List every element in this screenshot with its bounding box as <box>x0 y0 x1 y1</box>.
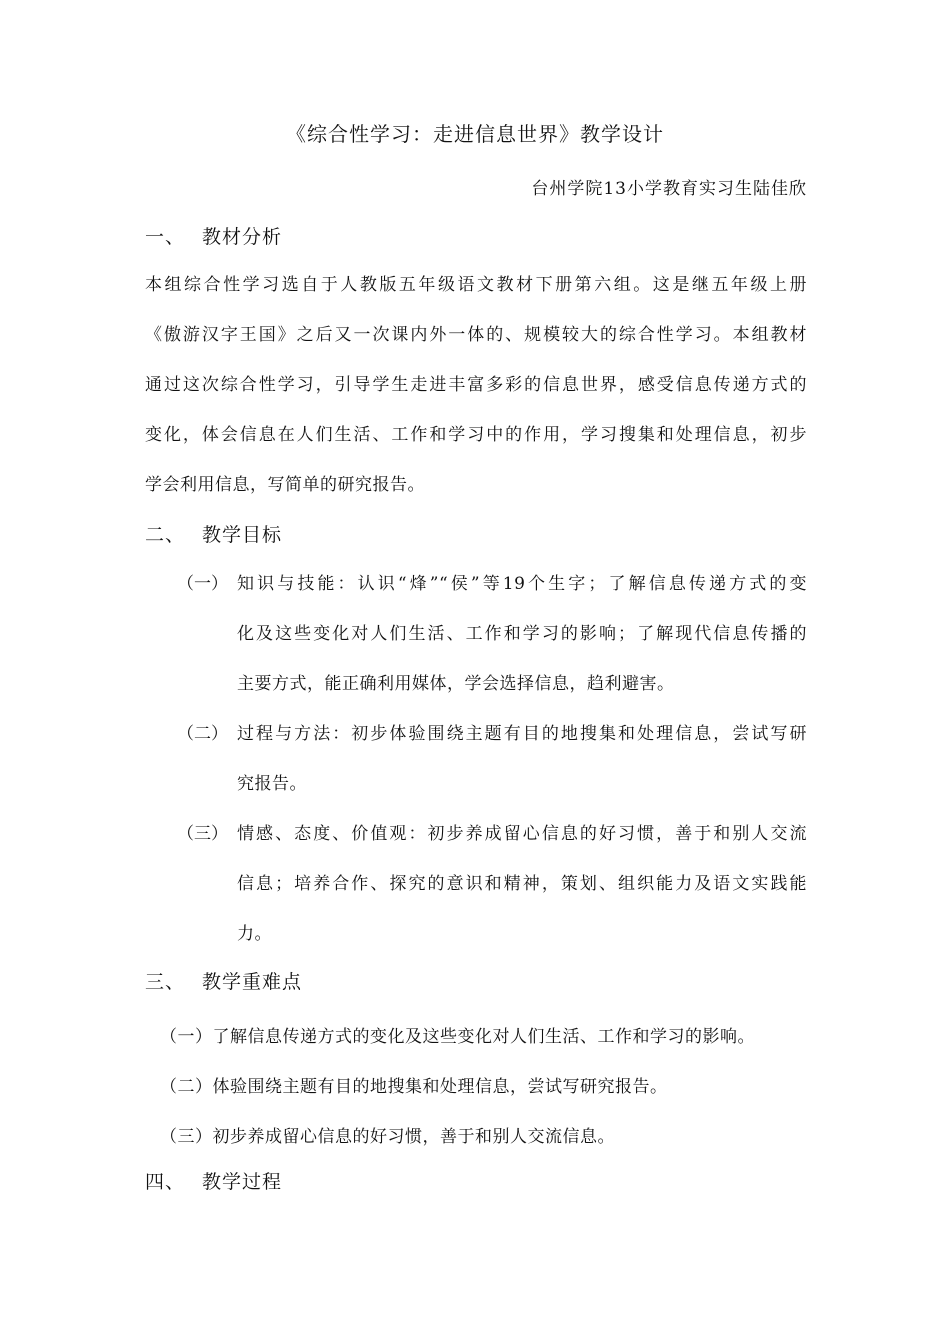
section-label: 教学过程 <box>202 1171 283 1193</box>
objective-marker: （三） <box>177 824 228 844</box>
paragraph-line: 变化，体会信息在人们生活、工作和学习中的作用，学习搜集和处理信息，初步 <box>145 425 807 445</box>
objective-line: 知识与技能：认识“烽”“侯”等19个生字；了解信息传递方式的变 <box>237 574 807 594</box>
section-label: 教学目标 <box>202 524 283 546</box>
key-point-1: （一）了解信息传递方式的变化及这些变化对人们生活、工作和学习的影响。 <box>160 1027 755 1047</box>
paragraph-line: 通过这次综合性学习，引导学生走进丰富多彩的信息世界，感受信息传递方式的 <box>145 375 807 395</box>
document-title: 《综合性学习：走进信息世界》教学设计 <box>286 122 664 146</box>
objective-item-1 <box>177 559 807 709</box>
objective-line: 究报告。 <box>237 774 307 794</box>
section-label: 教材分析 <box>202 226 283 248</box>
section-number: 一、 <box>145 226 186 248</box>
objective-line: 情感、态度、价值观：初步养成留心信息的好习惯，善于和别人交流 <box>237 824 807 844</box>
key-point-2: （二）体验围绕主题有目的地搜集和处理信息，尝试写研究报告。 <box>160 1077 668 1097</box>
section-heading-process <box>145 1167 282 1194</box>
section-heading-analysis <box>145 222 282 249</box>
section-number: 四、 <box>145 1171 186 1193</box>
paragraph-line: 本组综合性学习选自于人教版五年级语文教材下册第六组。这是继五年级上册 <box>145 275 807 295</box>
section-label: 教学重难点 <box>202 971 303 993</box>
objective-marker: （一） <box>177 574 228 594</box>
objective-line: 力。 <box>237 924 272 944</box>
section-heading-key-points <box>145 967 302 994</box>
objective-line: 化及这些变化对人们生活、工作和学习的影响；了解现代信息传播的 <box>237 624 807 644</box>
objective-line: 信息；培养合作、探究的意识和精神，策划、组织能力及语文实践能 <box>237 874 807 894</box>
objective-item-3 <box>177 809 807 959</box>
section-heading-objectives <box>145 520 282 547</box>
author-line: 台州学院13小学教育实习生陆佳欣 <box>531 179 807 199</box>
paragraph-line: 《傲游汉字王国》之后又一次课内外一体的、规模较大的综合性学习。本组教材 <box>145 325 807 345</box>
section-number: 三、 <box>145 971 186 993</box>
analysis-paragraph <box>145 260 807 510</box>
objective-line: 主要方式，能正确利用媒体，学会选择信息，趋利避害。 <box>237 674 675 694</box>
key-point-3: （三）初步养成留心信息的好习惯，善于和别人交流信息。 <box>160 1127 615 1147</box>
section-number: 二、 <box>145 524 186 546</box>
objective-item-2 <box>177 709 807 809</box>
paragraph-line: 学会利用信息，写简单的研究报告。 <box>145 475 425 495</box>
objective-marker: （二） <box>177 724 228 744</box>
objective-line: 过程与方法：初步体验围绕主题有目的地搜集和处理信息，尝试写研 <box>237 724 807 744</box>
